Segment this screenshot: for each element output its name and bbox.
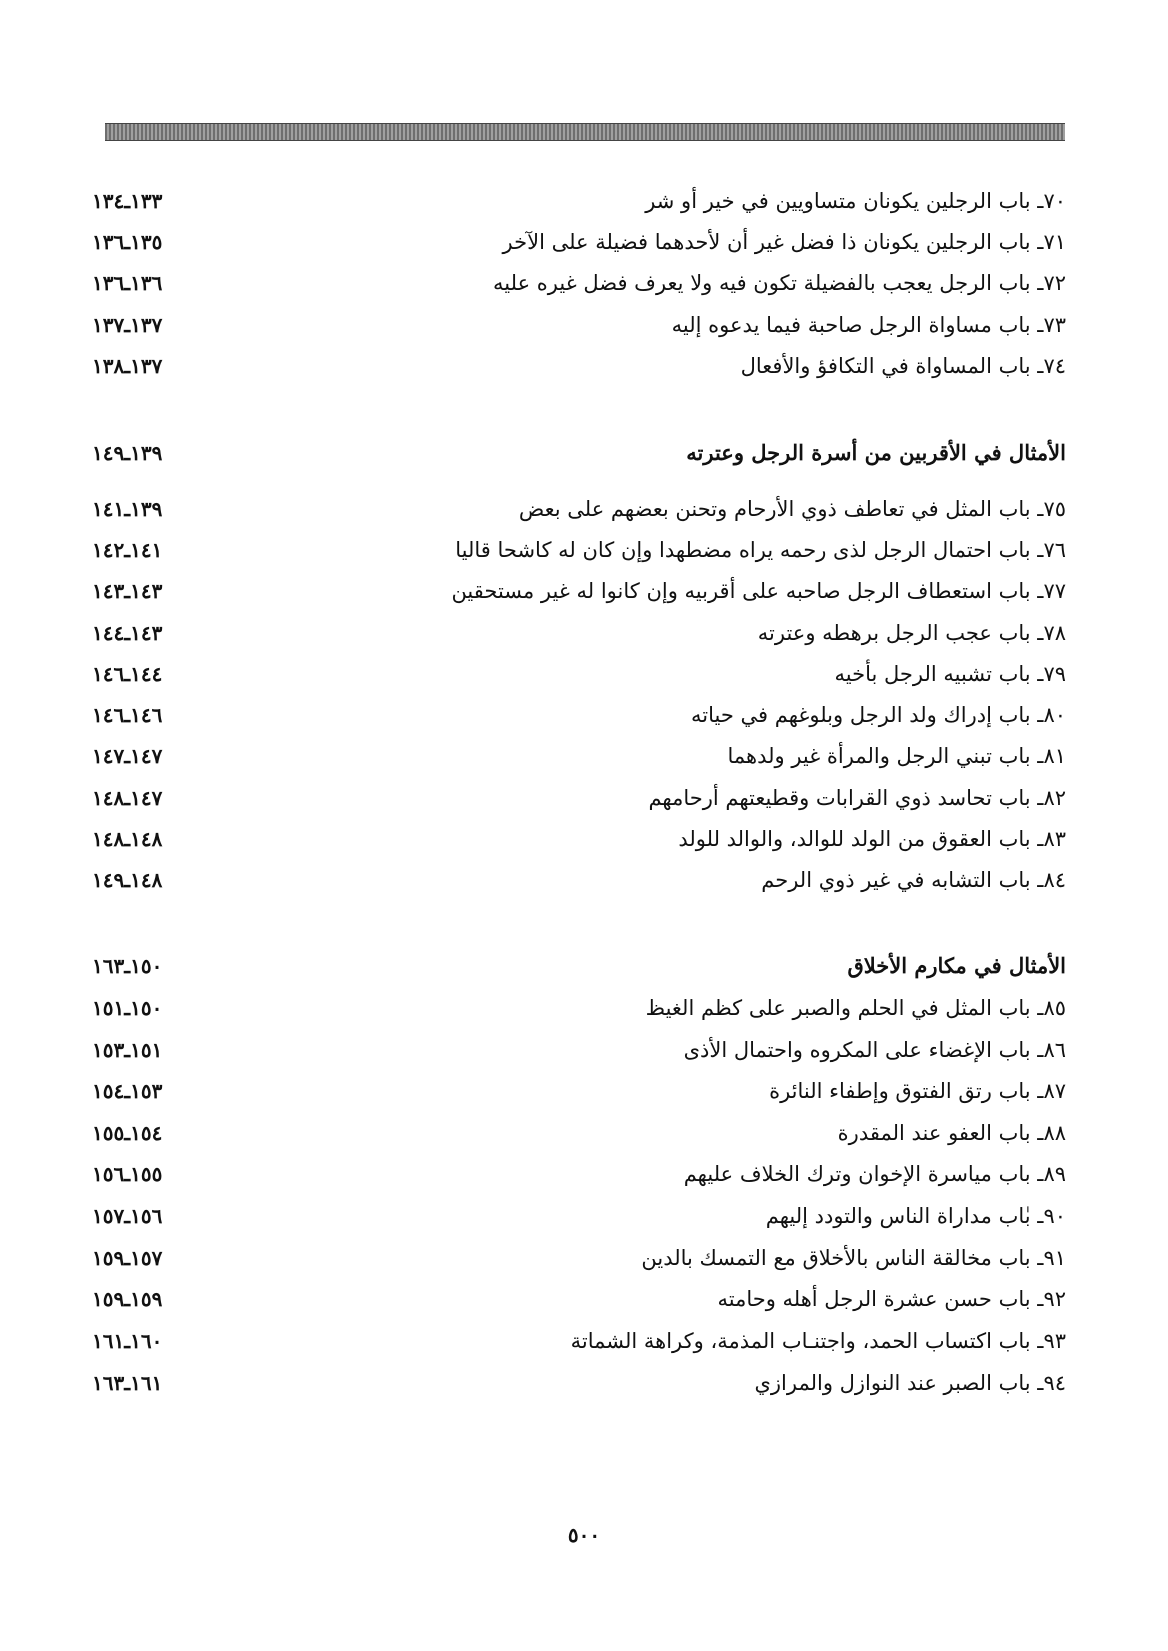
dot-leader [204,1363,744,1403]
entry-title: ٨٦ـ باب الإغضاء على المكروه واحتمال الأذى [683,1038,1066,1062]
toc-entry[interactable] [92,346,1066,386]
entry-pages: ١٣٧ـ١٣٨ [92,354,163,378]
dot-leader [204,263,483,303]
dot-leader [204,988,636,1028]
dot-leader [204,1113,828,1153]
toc-entry[interactable] [92,988,1066,1028]
entry-title: ٨٤ـ باب التشابه في غير ذوي الرحم [761,868,1066,892]
entry-pages: ١٤٧ـ١٤٨ [92,786,163,810]
dot-leader [204,1154,674,1194]
entry-pages: ١٣٥ـ١٣٦ [92,230,163,254]
toc-entry[interactable] [92,695,1066,735]
dot-leader [204,1071,759,1111]
dot-leader [204,819,668,859]
entry-pages: ١٦١ـ١٦٣ [92,1371,163,1395]
dot-leader [204,346,731,386]
dot-leader [204,860,751,900]
entry-title: ٧١ـ باب الرجلين يكونان ذا فضل غير أن لأحدهما فضيلة على الآخر [502,230,1066,254]
entry-pages: ١٥٦ـ١٥٧ [92,1204,163,1228]
entry-title: ٧٥ـ باب المثل في تعاطف ذوي الأرحام وتحنن بعضهم على بعض [518,497,1066,521]
entry-pages: ١٥٤ـ١٥٥ [92,1121,163,1145]
entry-title: ٧٦ـ باب احتمال الرجل لذى رحمه يراه مضطهدا وإن كان له كاشحا قاليا [455,538,1066,562]
entry-pages: ١٦٠ـ١٦١ [92,1329,163,1353]
entry-pages: ١٤٤ـ١٤٦ [92,662,163,686]
entry-title: ٩٣ـ باب اكتساب الحمد، واجتنـاب المذمة، وكراهة الشماتة [570,1329,1066,1353]
entry-pages: ١٣٩ـ١٤١ [92,497,163,521]
entry-title: ٨٣ـ باب العقوق من الولد للوالد، والوالد للولد [678,827,1066,851]
dot-leader [204,778,638,818]
entry-pages: ١٤٧ـ١٤٧ [92,744,163,768]
toc-entry[interactable] [92,489,1066,529]
entry-title: ٧٩ـ باب تشبيه الرجل بأخيه [834,662,1066,686]
dot-leader [204,305,662,345]
entry-pages: ١٥٩ـ١٥٩ [92,1287,163,1311]
entry-pages: ١٣٣ـ١٣٤ [92,189,163,213]
toc-entry[interactable] [92,654,1066,694]
toc-entry[interactable] [92,571,1066,611]
toc-entry[interactable] [92,613,1066,653]
dot-leader [204,530,445,570]
toc-entry[interactable] [92,778,1066,818]
entry-pages: ١٥٥ـ١٥٦ [92,1162,163,1186]
toc-entry[interactable] [92,1113,1066,1153]
toc-entry[interactable] [92,181,1066,221]
entry-title: ٧٧ـ باب استعطاف الرجل صاحبه على أقربيه وإن كانوا له غير مستحقين [451,579,1066,603]
entry-title: ٨٧ـ باب رتق الفتوق وإطفاء النائرة [769,1079,1066,1103]
entry-pages: ١٥٠ـ١٥١ [92,996,163,1020]
toc-entry[interactable] [92,1154,1066,1194]
entry-pages: ١٥٧ـ١٥٩ [92,1246,163,1270]
toc-entry[interactable] [92,1238,1066,1278]
section-heading-pages: ١٣٩ـ١٤٩ [92,441,163,465]
dot-leader [204,1279,707,1319]
dot-leader [204,181,635,221]
entry-pages: ١٤٣ـ١٤٣ [92,579,163,603]
dot-leader [204,946,837,986]
toc-entry[interactable] [92,1279,1066,1319]
entry-title: ٧٠ـ باب الرجلين يكونان متساويين في خير أو شر [645,189,1066,213]
toc-entry[interactable] [92,263,1066,303]
entry-title: ٨٢ـ باب تحاسد ذوي القرابات وقطيعتهم أرحامهم [648,786,1066,810]
entry-title: ٨٥ـ باب المثل في الحلم والصبر على كظم الغيظ [645,996,1066,1020]
entry-title: ٨١ـ باب تبني الرجل والمرأة غير ولدهما [727,744,1066,768]
toc-entry[interactable] [92,222,1066,262]
entry-title: ٧٤ـ باب المساواة في التكافؤ والأفعال [740,354,1066,378]
toc-entry[interactable] [92,860,1066,900]
toc-entry[interactable] [92,736,1066,776]
entry-title: ٨٨ـ باب العفو عند المقدرة [837,1121,1066,1145]
entry-pages: ١٤١ـ١٤٢ [92,538,163,562]
dot-leader [204,1238,631,1278]
entry-title: ٩٠ـ بٰاب مداراة الناس والتودد إليهم [765,1204,1066,1228]
entry-pages: ١٤٦ـ١٤٦ [92,703,163,727]
dot-leader [204,736,717,776]
dot-leader [204,654,825,694]
section-heading-title: الأمثال في الأقربين من أسرة الرجل وعترته [686,440,1066,465]
entry-title: ٧٢ـ باب الرجل يعجب بالفضيلة تكون فيه ولا يعرف فضل غيره عليه [493,271,1066,295]
toc-entry[interactable] [92,1071,1066,1111]
toc-entry[interactable] [92,1196,1066,1236]
dot-leader [204,613,748,653]
dot-leader [204,695,681,735]
toc-section-heading[interactable] [92,433,1066,473]
dot-leader [204,1196,756,1236]
section-heading-pages: ١٥٠ـ١٦٣ [92,954,163,978]
entry-title: ٩١ـ باب مخالقة الناس بالأخلاق مع التمسك بالدين [641,1246,1066,1270]
section-heading-title: الأمثال في مكارم الأخلاق [847,953,1066,978]
page-number: ٥٠٠ [567,1523,601,1547]
entry-title: ٨٠ـ باب إدراك ولد الرجل وبلوغهم في حياته [691,703,1066,727]
dot-leader [204,489,509,529]
entry-pages: ١٥٣ـ١٥٤ [92,1079,163,1103]
dot-leader [204,1030,674,1070]
entry-title: ٧٨ـ باب عجب الرجل برهطه وعترته [757,621,1066,645]
dot-leader [204,222,493,262]
entry-title: ٨٩ـ باب مياسرة الإخوان وترك الخلاف عليهم [683,1162,1066,1186]
toc-section-heading[interactable] [92,946,1066,986]
entry-title: ٩٤ـ باب الصبر عند النوازل والمرازي [754,1371,1066,1395]
entry-pages: ١٣٦ـ١٣٦ [92,271,163,295]
toc-entry[interactable] [92,1321,1066,1361]
entry-pages: ١٤٨ـ١٤٩ [92,868,163,892]
dot-leader [204,1321,561,1361]
entry-pages: ١٣٧ـ١٣٧ [92,313,163,337]
toc-entry[interactable] [92,1030,1066,1070]
entry-pages: ١٤٣ـ١٤٤ [92,621,163,645]
toc-entry[interactable] [92,819,1066,859]
dot-leader [204,571,441,611]
toc-entry[interactable] [92,305,1066,345]
entry-pages: ١٤٨ـ١٤٨ [92,827,163,851]
entry-pages: ١٥١ـ١٥٣ [92,1038,163,1062]
toc-entry[interactable] [92,1363,1066,1403]
entry-title: ٧٣ـ باب مساواة الرجل صاحبة فيما يدعوه إليه [671,313,1066,337]
entry-title: ٩٢ـ باب حسن عشرة الرجل أهله وحامته [717,1287,1066,1311]
toc-entry[interactable] [92,530,1066,570]
dot-leader [204,433,676,473]
